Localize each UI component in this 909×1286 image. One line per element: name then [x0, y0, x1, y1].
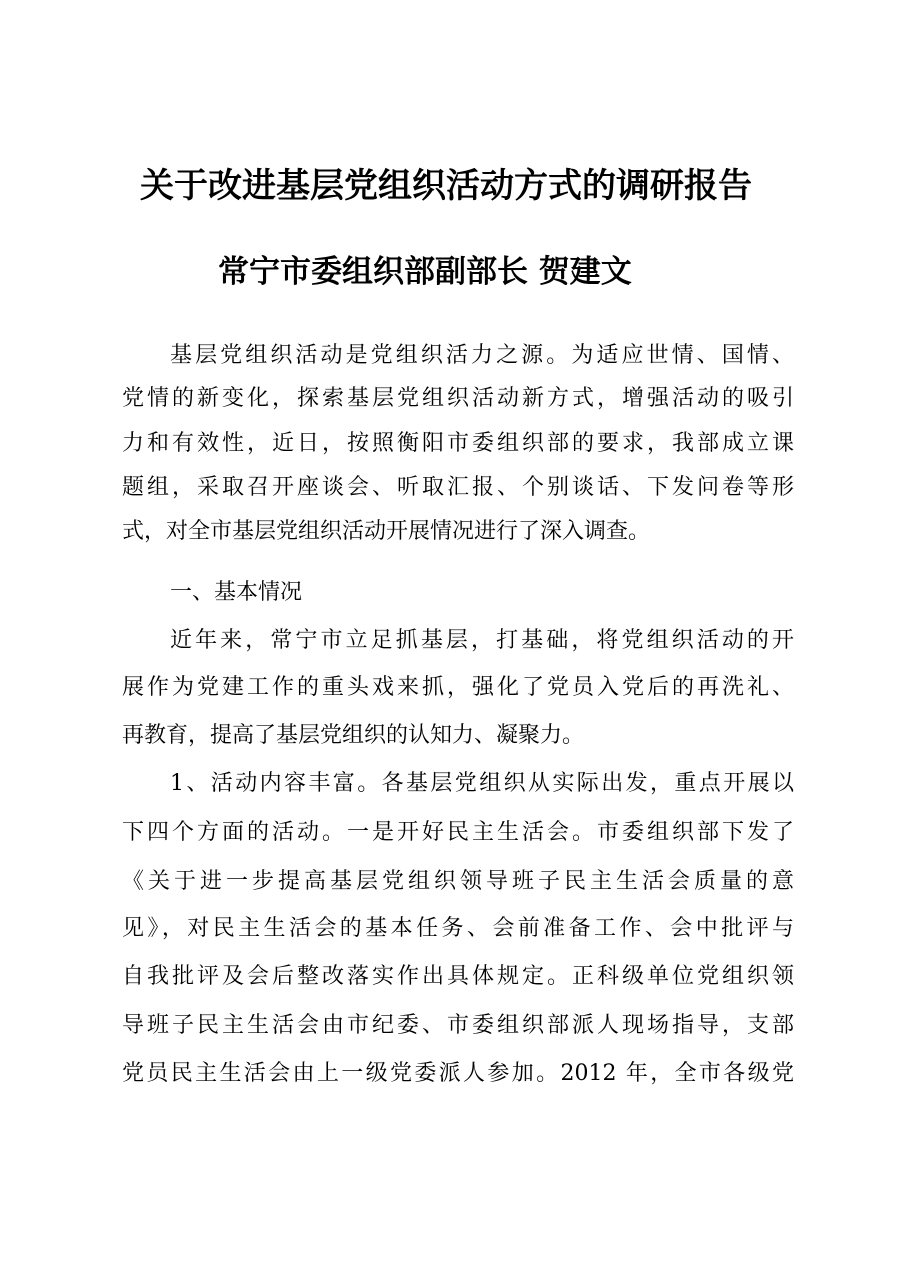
- section-heading: 一、基本情况: [170, 580, 303, 605]
- body-line: 导班子民主生活会由市纪委、市委组织部派人现场指导，支部: [122, 1013, 794, 1038]
- body-line: 展作为党建工作的重头戏来抓，强化了党员入党后的再洗礼、: [122, 675, 794, 700]
- body-line: 题组，采取召开座谈会、听取汇报、个别谈话、下发问卷等形: [122, 475, 794, 500]
- body-line: 党员民主生活会由上一级党委派人参加。2012 年，全市各级党: [122, 1061, 794, 1086]
- document-title: 关于改进基层党组织活动方式的调研报告: [140, 166, 752, 206]
- body-line: 见》，对民主生活会的基本任务、会前准备工作、会中批评与: [122, 916, 794, 941]
- body-line: 下四个方面的活动。一是开好民主生活会。市委组织部下发了: [122, 820, 794, 845]
- body-line: 再教育，提高了基层党组织的认知力、凝聚力。: [122, 723, 585, 748]
- document-author-line: 常宁市委组织部副部长 贺建文: [218, 254, 632, 290]
- body-line: 《关于进一步提高基层党组织领导班子民主生活会质量的意: [122, 869, 794, 894]
- body-line: 自我批评及会后整改落实作出具体规定。正科级单位党组织领: [122, 964, 794, 989]
- body-line: 近年来，常宁市立足抓基层，打基础，将党组织活动的开: [170, 628, 794, 653]
- body-line: 力和有效性，近日，按照衡阳市委组织部的要求，我部成立课: [122, 431, 794, 456]
- body-line: 1、活动内容丰富。各基层党组织从实际出发，重点开展以: [170, 771, 794, 796]
- body-line: 党情的新变化，探索基层党组织活动新方式，增强活动的吸引: [122, 386, 794, 411]
- body-line: 基层党组织活动是党组织活力之源。为适应世情、国情、: [170, 343, 794, 368]
- body-line: 式，对全市基层党组织活动开展情况进行了深入调查。: [122, 519, 651, 544]
